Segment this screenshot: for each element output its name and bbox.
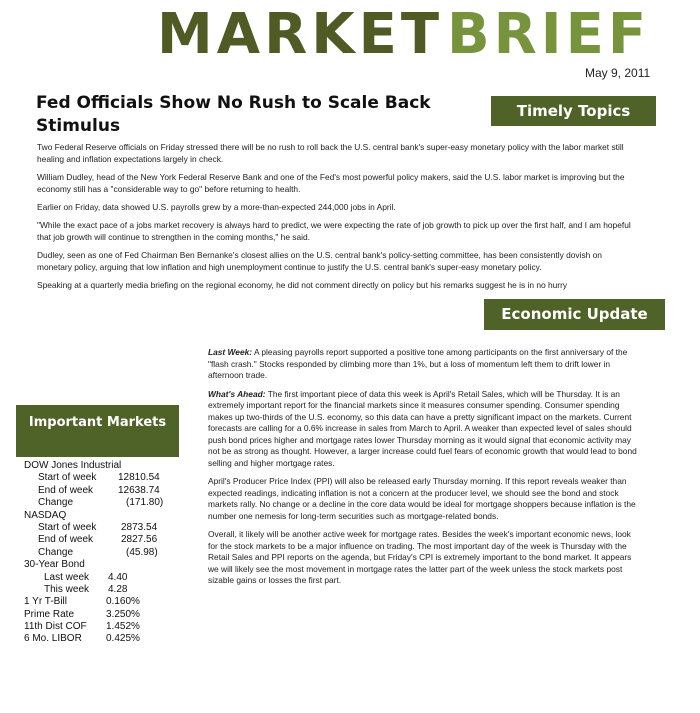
nasdaq-change-value: (45.98) — [126, 546, 158, 558]
dow-start-row — [24, 472, 194, 484]
masthead-word-brief: BRIEF — [447, 2, 651, 67]
dow-start-value: 12810.54 — [118, 472, 160, 484]
rate-value: 0.425% — [106, 633, 140, 645]
bond-this-label: This week — [44, 583, 90, 595]
rate-value: 3.250% — [106, 608, 140, 620]
story-paragraph: Earlier on Friday, data showed U.S. payrolls grew by a more-than-expected 244,000 jobs in April. — [37, 202, 396, 212]
issue-date: May 9, 2011 — [585, 66, 651, 80]
cof-row — [24, 621, 194, 633]
story-paragraph: Two Federal Reserve officials on Friday stressed there will be no rush to roll back the U.S. central bank's super-easy monetary policy with the labor market still healing and inflation expectations largely in check. — [37, 142, 624, 164]
masthead-word-market: MARKET — [157, 2, 444, 67]
bond-last-row — [24, 572, 194, 584]
dow-start-label: Start of week — [38, 472, 97, 484]
story-paragraph: "While the exact pace of a jobs market recovery is always hard to predict, we were expecting the rate of job growth to pick up over the first half, and I am hopeful that job growth will continue to strengthen in the coming months," he said. — [37, 220, 631, 242]
nasdaq-end-row — [24, 534, 194, 546]
story-paragraph: William Dudley, head of the New York Federal Reserve Bank and one of the Fed's most powerful policy makers, said the U.S. labor market is improving but the economy still has a "considerable way to go" before returning to health. — [37, 172, 625, 194]
last-week-text: A pleasing payrolls report supported a positive tone among participants on the first anniversary of the "flash crash." Stocks responded by climbing more than 1%, but a loss of momentum left them to drift lower in afternoon trade. — [208, 347, 628, 380]
nasdaq-start-value: 2873.54 — [121, 521, 158, 533]
bond-last-label: Last week — [44, 571, 90, 583]
whats-ahead-paragraph — [208, 389, 640, 470]
nasdaq-change-row — [24, 547, 194, 559]
dow-change-value: (171.80) — [126, 497, 164, 509]
nasdaq-start-row — [24, 522, 194, 534]
dow-end-label: End of week — [38, 484, 94, 496]
bond-title: 30-Year Bond — [24, 559, 85, 571]
ppi-paragraph: April's Producer Price Index (PPI) will also be released early Thursday morning. If this report reveals weaker than expected readings, indicating inflation is not a concern at the producer level, we should see the bond and stock markets rally. No change or a decline in the core data would be ideal for mortgage shoppers because inflation is the number one nemesis for long-term securities such as mortgage-related bonds. — [208, 476, 636, 521]
dow-end-row — [24, 485, 194, 497]
timely-topics-banner: Timely Topics — [491, 96, 656, 126]
nasdaq-change-label: Change — [38, 546, 74, 558]
economic-update-body — [208, 347, 640, 594]
dow-change-label: Change — [38, 497, 74, 509]
masthead-title — [157, 4, 677, 66]
bond-this-row — [24, 584, 194, 596]
rate-value: 0.160% — [106, 596, 140, 608]
rate-label: 1 Yr T-Bill — [24, 596, 67, 608]
bond-title-row — [24, 559, 194, 571]
rate-label: 11th Dist COF — [24, 621, 87, 633]
nasdaq-title: NASDAQ — [24, 509, 67, 521]
nasdaq-end-label: End of week — [38, 534, 94, 546]
whats-ahead-text: The first important piece of data this week is April's Retail Sales, which will be Thursday. It is an extremely important report for the financial markets since it measures consumer spending. Consumer spending makes up two-thirds of the U.S. economy, so this data can have a pretty significant impact on the markets. Current forecasts are calling for a 0.6% increase in sales from March to April. A weaker than expected level of sales should push bond prices higher and mortgage rates lower Thursday morning as it would signal that economic activity may not be as strong as thought. However, a larger increase could fuel fears of economic growth that would lead to bond selling and higher mortgage rates. — [208, 388, 637, 468]
story-paragraph: Speaking at a quarterly media briefing on the regional economy, he did not comment directly on policy but his remarks suggest he is in no hurry — [37, 280, 568, 290]
last-week-lead: Last Week: — [208, 347, 253, 357]
bond-last-value: 4.40 — [108, 571, 128, 583]
story-body — [37, 141, 637, 300]
dow-title: DOW Jones Industrial — [24, 460, 122, 471]
overall-paragraph: Overall, it likely will be another active week for mortgage rates. Besides the week's important economic news, look for the stock markets to be a major influence on trading. The most important day of the week is Thursday with the Retail Sales and PPI reports on the agenda, but Friday's CPI is extremely important to the bond market. It appears we will likely see the most movement in mortgage rates the latter part of the week unless the stock markets post sizable gains or losses the first part. — [208, 529, 632, 585]
dow-change-row — [24, 497, 194, 509]
rate-label: Prime Rate — [24, 608, 75, 620]
nasdaq-title-row — [24, 510, 194, 522]
rate-value: 1.452% — [106, 621, 140, 633]
nasdaq-start-label: Start of week — [38, 521, 97, 533]
story-paragraph: Dudley, seen as one of Fed Chairman Ben Bernanke's closest allies on the U.S. central bank's policy-setting committee, has been consistently dovish on monetary policy, arguing that low inflation and high unemployment continue to justify the U.S. central bank's super-easy monetary policy. — [37, 250, 602, 272]
bond-this-value: 4.28 — [108, 583, 128, 595]
rate-label: 6 Mo. LIBOR — [24, 633, 82, 645]
nasdaq-end-value: 2827.56 — [121, 534, 158, 546]
last-week-paragraph — [208, 347, 640, 382]
dow-title-row — [24, 460, 194, 472]
important-markets-table — [24, 460, 194, 646]
prime-rate-row — [24, 609, 194, 621]
story-headline: Fed Officials Show No Rush to Scale Back Stimulus — [36, 93, 431, 136]
economic-update-banner: Economic Update — [484, 299, 665, 330]
tbill-row — [24, 596, 194, 608]
libor-row — [24, 633, 194, 645]
important-markets-banner: Important Markets — [16, 405, 179, 457]
whats-ahead-lead: What's Ahead: — [208, 388, 266, 399]
dow-end-value: 12638.74 — [118, 484, 160, 496]
